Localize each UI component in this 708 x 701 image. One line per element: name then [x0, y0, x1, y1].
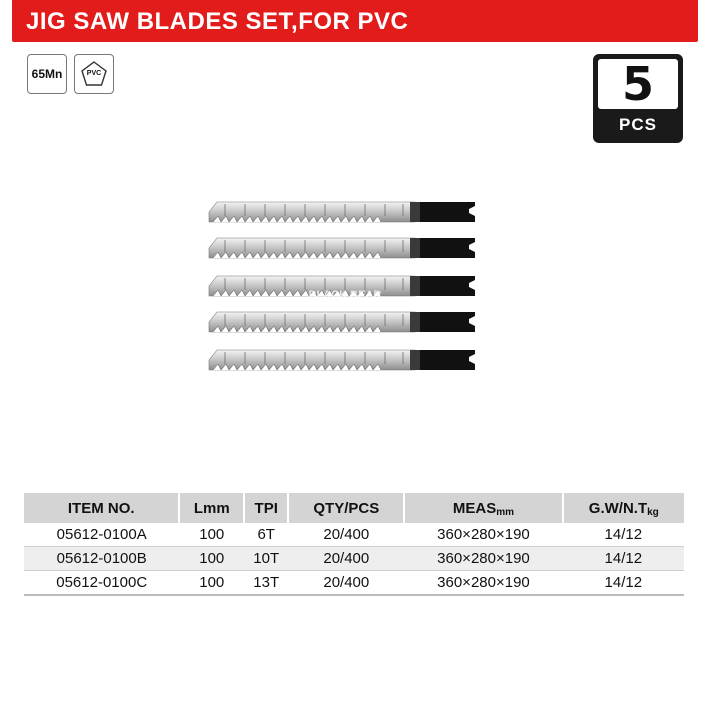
cell-qty: 20/400: [288, 571, 404, 596]
blade-5: [209, 350, 475, 370]
cell-meas: 360×280×190: [404, 547, 562, 571]
cell-qty: 20/400: [288, 523, 404, 547]
col-meas: $MEAS_{mm}$: [404, 493, 562, 523]
col-tpi: TPI: [244, 493, 288, 523]
material-badge: [27, 54, 67, 94]
cell-meas: 360×280×190: [404, 523, 562, 547]
table-row: [24, 547, 684, 571]
cell-qty: 20/400: [288, 547, 404, 571]
cell-tpi: 13T: [244, 571, 288, 596]
cell-item-no: 05612-0100C: [24, 571, 179, 596]
cell-weight: 14/12: [563, 571, 684, 596]
table-row: [24, 523, 684, 547]
blade-4: [209, 312, 475, 332]
cell-weight: 14/12: [563, 523, 684, 547]
cell-tpi: 6T: [244, 523, 288, 547]
material-label: 65Mn: [31, 67, 63, 81]
cell-item-no: 05612-0100A: [24, 523, 179, 547]
blade-1: [209, 202, 475, 222]
cell-tpi: 10T: [244, 547, 288, 571]
table-header-row: [24, 493, 684, 523]
pack-count: 5: [621, 57, 654, 111]
cell-length: 100: [179, 547, 244, 571]
pvc-badge: [74, 54, 114, 94]
col-weight: $G.W/N.T_{kg}$: [563, 493, 684, 523]
col-length: Lmm: [179, 493, 244, 523]
spec-table: [24, 493, 684, 596]
cell-weight: 14/12: [563, 547, 684, 571]
title-banner: [12, 0, 698, 42]
cell-meas: 360×280×190: [404, 571, 562, 596]
pack-unit: PCS: [619, 115, 657, 134]
cell-item-no: 05612-0100B: [24, 547, 179, 571]
cell-length: 100: [179, 523, 244, 547]
blades-image: [205, 198, 480, 383]
blade-2: [209, 238, 475, 258]
col-item-no: ITEM NO.: [24, 493, 179, 523]
watermark-text: BLACK BEAR: [308, 289, 382, 301]
pvc-label: PVC: [86, 70, 102, 77]
page-title: JIG SAW BLADES SET,FOR PVC: [26, 8, 409, 35]
col-qty: QTY/PCS: [288, 493, 404, 523]
pack-count-box: [593, 54, 683, 143]
table-row: [24, 571, 684, 596]
pack-count-panel: [598, 59, 678, 109]
cell-length: 100: [179, 571, 244, 596]
